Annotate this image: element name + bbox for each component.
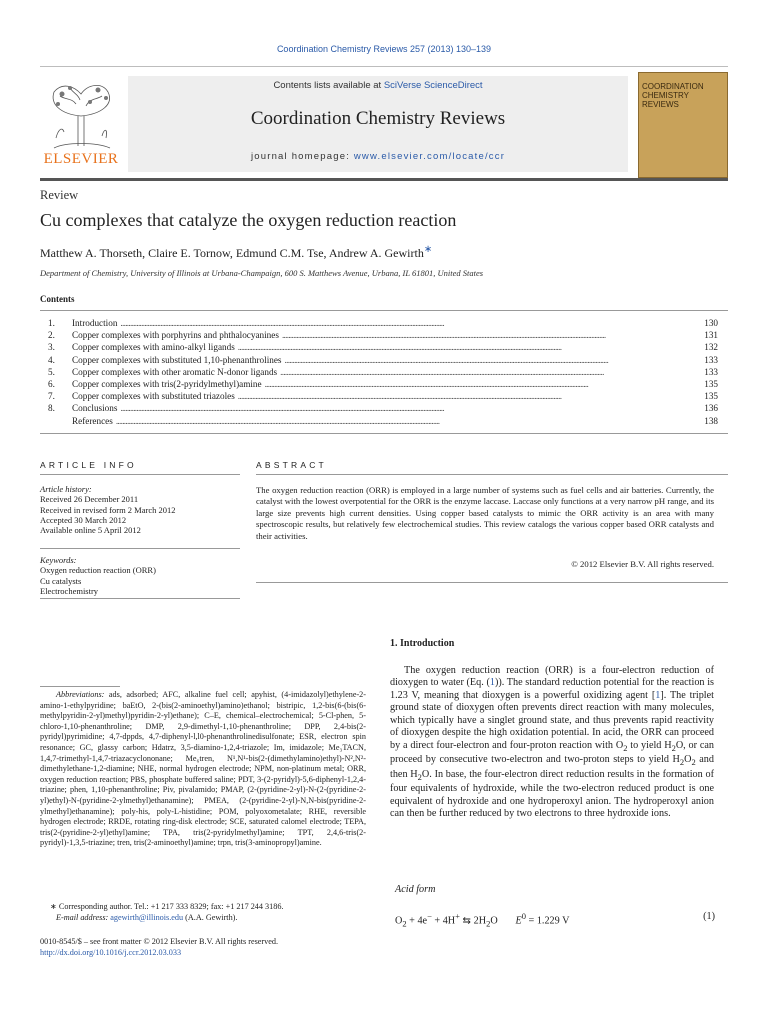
toc-leader-dots <box>285 354 694 366</box>
toc-row[interactable] <box>48 341 718 353</box>
keywords-block <box>40 555 240 596</box>
toc-leader-dots <box>238 390 693 402</box>
toc-leader-dots <box>238 341 693 353</box>
contents-available-line <box>128 80 628 91</box>
toc-title[interactable]: Copper complexes with tris(2-pyridylmethyl)amine <box>72 378 262 389</box>
toc-page-number: 135 <box>704 378 718 389</box>
toc-number: 5. <box>48 366 55 377</box>
abstract-bottom-rule <box>256 582 728 583</box>
citation-link[interactable]: 1 <box>655 689 661 701</box>
authors-text: Matthew A. Thorseth, Claire E. Tornow, Edmund C.M. Tse, Andrew A. Gewirth <box>40 246 424 260</box>
toc-page-number: 132 <box>704 342 718 353</box>
equation-ref[interactable]: 1 <box>489 677 495 689</box>
email-line <box>50 913 366 924</box>
toc-title[interactable]: Copper complexes with other aromatic N-donor ligands <box>72 366 278 377</box>
journal-title: Coordination Chemistry Reviews <box>250 108 506 129</box>
toc-row[interactable] <box>48 329 718 341</box>
toc-number: 1. <box>48 318 55 328</box>
toc-row[interactable] <box>48 390 718 402</box>
toc-leader-dots <box>265 378 693 390</box>
toc-page-number: 133 <box>704 354 718 365</box>
toc-page-number: 136 <box>704 403 718 414</box>
email-label: E-mail address: <box>56 912 111 922</box>
email-owner: (A.A. Gewirth). <box>183 912 238 922</box>
toc-row[interactable] <box>48 378 718 390</box>
keywords-bottom-rule <box>40 598 240 599</box>
toc-number: 7. <box>48 391 55 402</box>
toc-leader-dots <box>280 366 693 378</box>
header-bottom-rule <box>40 178 728 181</box>
doi-link[interactable]: http://dx.doi.org/10.1016/j.ccr.2012.03.033 <box>40 947 182 957</box>
accepted-date: Accepted 30 March 2012 <box>40 514 127 525</box>
equation-number: (1) <box>703 911 715 922</box>
toc-row[interactable] <box>48 317 718 329</box>
toc-number: 6. <box>48 378 55 389</box>
copyright-line: © 2012 Elsevier B.V. All rights reserved. <box>571 559 714 569</box>
article-type: Review <box>40 188 79 202</box>
toc-number: 4. <box>48 354 55 365</box>
elsevier-wordmark: ELSEVIER <box>43 151 119 167</box>
toc-page-number: 138 <box>704 415 718 426</box>
toc-row[interactable] <box>48 402 718 414</box>
footnote-rule <box>40 686 120 687</box>
toc-leader-dots <box>116 415 693 427</box>
contents-available-prefix: Contents lists available at <box>273 80 384 91</box>
abbreviations-label: Abbreviations: <box>56 690 105 699</box>
toc-leader-dots <box>120 317 693 329</box>
homepage-link[interactable]: www.elsevier.com/locate/ccr <box>353 151 506 162</box>
toc-title[interactable]: Conclusions <box>72 403 118 414</box>
toc-row[interactable] <box>48 366 718 378</box>
email-link[interactable]: agewirth@illinois.edu <box>110 912 184 922</box>
toc-leader-dots <box>282 329 693 341</box>
toc-title[interactable]: References <box>72 415 113 426</box>
article-info-heading: ARTICLE INFO <box>40 460 137 470</box>
abstract-text: The oxygen reduction reaction (ORR) is employed in a large number of systems such as fuel cells and air batteries. Currently, the catalyst with the lowest overpotential for the ORR is the enzyme laccase. Laccase only functions at a very narrow pH range, and its large size prevents high current densities. Using copper based catalysts to mimic the ORR activity is an area with many spectroscopic results, but relatively few electrochemical studies. This review catalogs the various copper based ORR catalysts and their activities. <box>256 485 714 541</box>
abstract-rule <box>256 474 728 475</box>
toc-title[interactable]: Introduction <box>72 318 118 328</box>
toc-title[interactable]: Copper complexes with porphyrins and phthalocyanines <box>72 330 279 341</box>
cover-title: COORDINATION CHEMISTRY REVIEWS <box>642 82 704 109</box>
keyword: Oxygen reduction reaction (ORR) <box>40 565 156 576</box>
equation-1: $O_2 + 4e^- + 4H^+$ ⇆ $2H_2O$ $E^0 = 1.229$ V (1) <box>395 911 715 929</box>
acid-form-label: Acid form <box>395 884 436 895</box>
toc-page-number: 135 <box>704 391 718 402</box>
toc-page-number: 131 <box>704 330 718 341</box>
introduction-heading: 1. Introduction <box>390 638 455 649</box>
keywords-top-rule <box>40 548 240 549</box>
toc-number: 2. <box>48 330 55 341</box>
correspondence-footnote <box>50 902 366 923</box>
header-top-rule <box>40 66 728 67</box>
keywords-label: Keywords: <box>40 555 77 565</box>
table-of-contents <box>48 317 718 427</box>
abbreviations-footnote <box>40 690 366 849</box>
toc-number: 8. <box>48 403 55 414</box>
article-history <box>40 484 240 535</box>
toc-leader-dots <box>120 402 693 414</box>
journal-reference[interactable]: Coordination Chemistry Reviews 257 (2013) 130–139 <box>276 44 492 54</box>
issn-block <box>40 937 366 958</box>
sciverse-link[interactable]: SciVerse ScienceDirect <box>383 80 483 91</box>
toc-title[interactable]: Copper complexes with substituted triazoles <box>72 391 235 402</box>
keyword: Electrochemistry <box>40 585 99 596</box>
affiliation: Department of Chemistry, University of Illinois at Urbana-Champaign, 600 S. Matthews Avenue, Urbana, IL 61801, United States <box>40 268 484 278</box>
abbreviations-text: ads, adsorbed; AFC, alkaline fuel cell; apyhist, (4-imidazolyl)ethylene-2-amino-1-ethylpyridine; baEtO, 2-(bis(2-aminoethyl)amino)ethanol; bistripic, 1,2-bis(6-(bis(6-methylpyridin-2-yl)methyl)pyridin-2-yl)ethane); C–E, chemical–electrochemical; 5-Cl-phen, 5-chloro-1,10-phenanthroline; DMP, 2,9-dimethyl-1,10-phenanthroline; DPP, 2,4-bis(2-pyridyl)pyrimidine; 4,7-dppds, 4,7-diphenyl-l,l0-phenanthrolinedisulfonate; ESR, electron spin resonance; GC, glassy carbon; Hdatrz, 3,5-diamino-1,2,4-triazole; Im, imidazole; Me₃TACN, 1,4,7-trimethyl-1,4,7-triazacyclononane; Me₆tren, N¹,N¹-bis(2-(dimethylamino)ethyl)-N²,N²-dimethylethane-1,2-diamine; NHE, normal hydrogen electrode; NPM, non-platinum metal; ORR, oxygen reduction reaction; PBS, phosphate buffered saline; PDT, 3-(2-pyridyl)-5,6-diphenyl-1,2,4-triazine; phen, 1,10-phenanthroline; Piv, pivalamido; PMAP, (2-(pyridine-2-yl)-N-(2-(pyridine-2-yl)ethyl)-N-(pyridine-2-ylmethyl)ethanamine); PMEA, (2-(pyridine-2-yl)-N,N-bis(pyridine-2-ylmethyl)ethanamine); poly-his, poly-L-histidine; POM, polyoxometalate; RHE, reversible hydrogen electrode; RRDE, rotating ring-disk electrode; SCE, saturated calomel electrode; TEPA, tris(2-(pyridine-2-yl)ethyl)amine; TPA, tris(2-pyridylmethyl)amine; TPT, 2,4,6-tris(2-pyridyl)-1,3,5-triazine; tren, tris(2-aminoethyl)amine; trpn, tris(3-aminopropyl)amine. <box>40 690 366 848</box>
toc-page-number: 130 <box>704 318 718 328</box>
contents-top-rule <box>40 310 728 311</box>
paper-title: Cu complexes that catalyze the oxygen reduction reaction <box>40 210 457 230</box>
history-label: Article history: <box>40 484 92 494</box>
journal-homepage-line <box>128 151 628 162</box>
toc-page-number: 133 <box>704 366 718 377</box>
contents-heading: Contents <box>40 294 75 304</box>
toc-row[interactable] <box>48 354 718 366</box>
article-info-rule <box>40 474 240 475</box>
toc-number: 3. <box>48 342 55 353</box>
toc-title[interactable]: Copper complexes with substituted 1,10-phenanthrolines <box>72 354 282 365</box>
author-list <box>40 244 432 261</box>
online-date: Available online 5 April 2012 <box>40 525 141 536</box>
received-date: Received 26 December 2011 <box>40 494 139 505</box>
toc-title[interactable]: Copper complexes with amino-alkyl ligands <box>72 342 235 353</box>
homepage-prefix: journal homepage: <box>250 151 354 162</box>
abstract-heading: ABSTRACT <box>256 460 327 470</box>
corresponding-author-line: ∗ Corresponding author. Tel.: +1 217 333 8329; fax: +1 217 244 3186. <box>50 902 284 911</box>
toc-row[interactable] <box>48 415 718 427</box>
keyword: Cu catalysts <box>40 575 82 586</box>
revised-date: Received in revised form 2 March 2012 <box>40 504 176 515</box>
contents-bottom-rule <box>40 433 728 434</box>
corresponding-author-mark[interactable]: ∗ <box>423 244 433 255</box>
introduction-paragraph: The oxygen reduction reaction (ORR) is a four-electron reduction of dioxygen to water (Eq. (1)). The standard reduction potential for the reaction is 1.23 V, meaning that dioxygen is a powerful oxidizing agent [1]. The triplet ground state of dioxygen often prevents direct reaction with many molecules, which typically have a singlet ground state, and thus prevents rapid reactivity of dioxygen despite the high oxidation potential. In acid, the ORR can proceed by a direct four-electron and four-proton reaction with $O_2$ to yield $H_2O$, or can proceed by consecutive two-electron and two-proton steps to yield $H_2O_2$ and then $H_2O$. In base, the four-electron direct reduction results in the formation of four equivalents of hydroxide, while the two-electron reduced product is one equivalent of hydroxide and one hydroperoxyl anion. The hydroperoxyl anion can then be further reduced by two electrons to three hydroxide ions. <box>390 665 715 820</box>
issn-line: 0010-8545/$ – see front matter © 2012 Elsevier B.V. All rights reserved. <box>40 937 279 946</box>
